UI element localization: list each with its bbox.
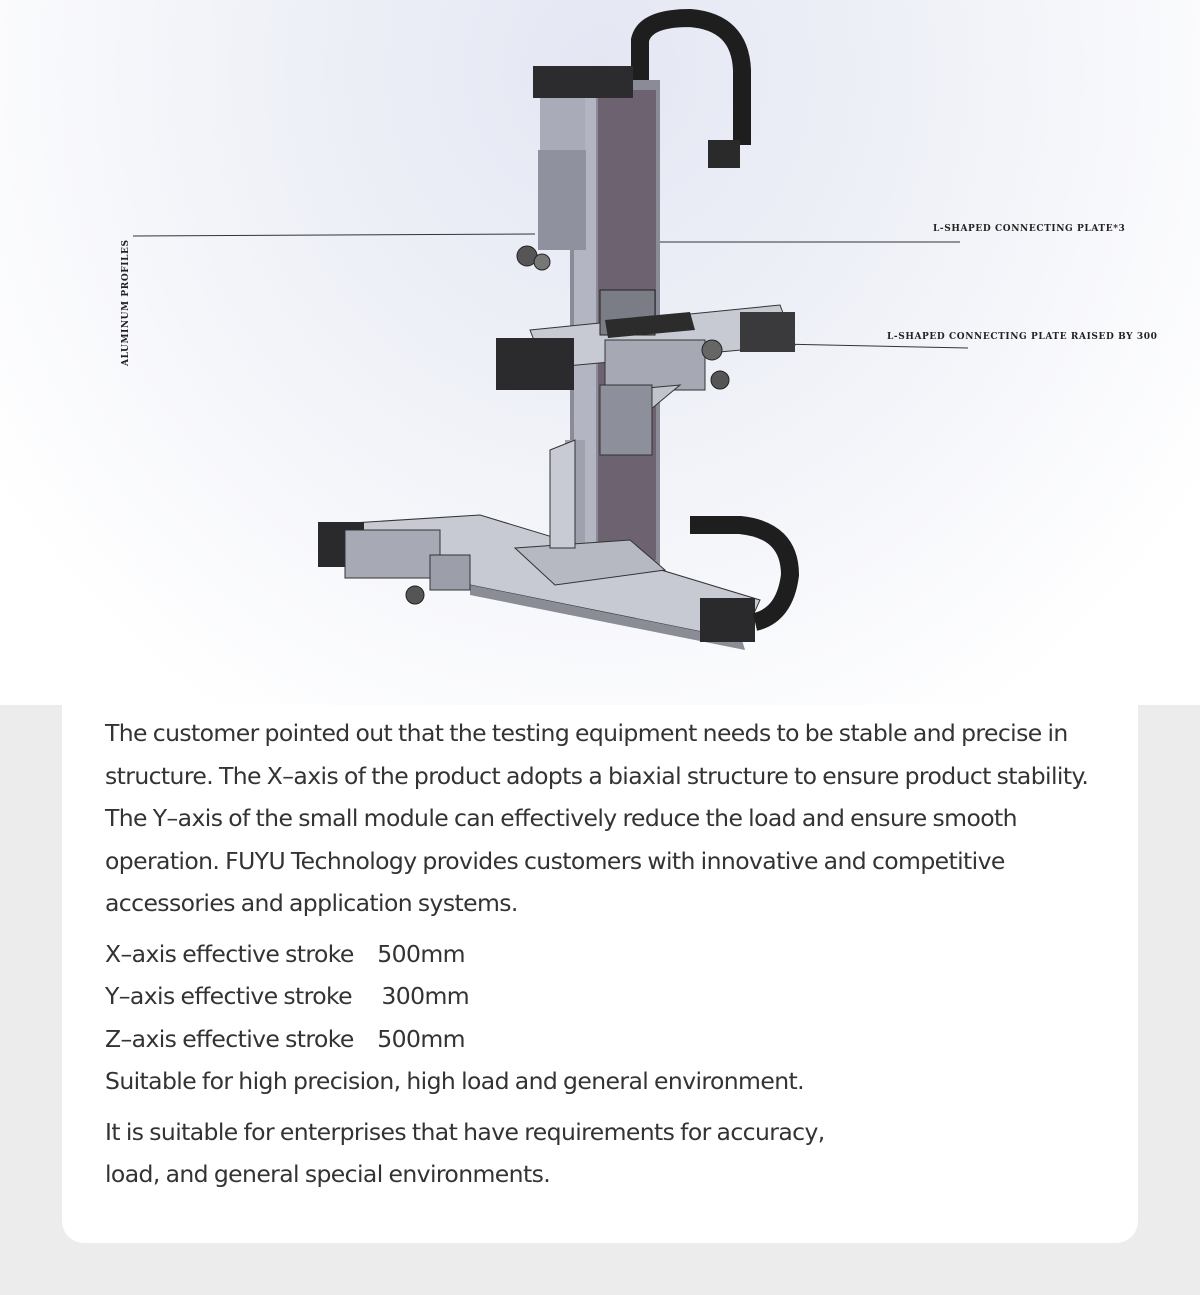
spec-value: 500mm [377, 1024, 465, 1053]
spec-value: 500mm [377, 939, 465, 968]
spec-x-stroke [105, 933, 1135, 976]
spec-y-stroke [105, 975, 1135, 1018]
description-paragraph: The customer pointed out that the testing equipment needs to be stable and precise in structure. The X–axis of the product adopts a biaxial structure to ensure product stability. The Y–axis of the small module can effectively reduce the load and ensure smooth operation. FUYU Technology provides customers with innovative and competitive accessories and application systems. [105, 719, 1089, 917]
callout-aluminum-profiles: ALUMINUM PROFILES [121, 239, 131, 366]
suitable-statement: Suitable for high precision, high load and general environment. [105, 1067, 804, 1095]
spec-label: X–axis effective stroke [105, 939, 354, 968]
spec-label: Z–axis effective stroke [105, 1024, 354, 1053]
spec-z-stroke [105, 1018, 1135, 1061]
description-section [105, 712, 1135, 1196]
spec-value: 300mm [381, 982, 470, 1010]
callout-l-plate-raised: L-SHAPED CONNECTING PLATE RAISED BY 300 [887, 332, 1158, 342]
enterprise-statement: It is suitable for enterprises that have requirements for accuracy, load, and general special environments. [105, 1117, 825, 1188]
callout-l-plate: L-SHAPED CONNECTING PLATE*3 [933, 224, 1126, 234]
spec-label: Y–axis effective stroke [105, 982, 353, 1010]
